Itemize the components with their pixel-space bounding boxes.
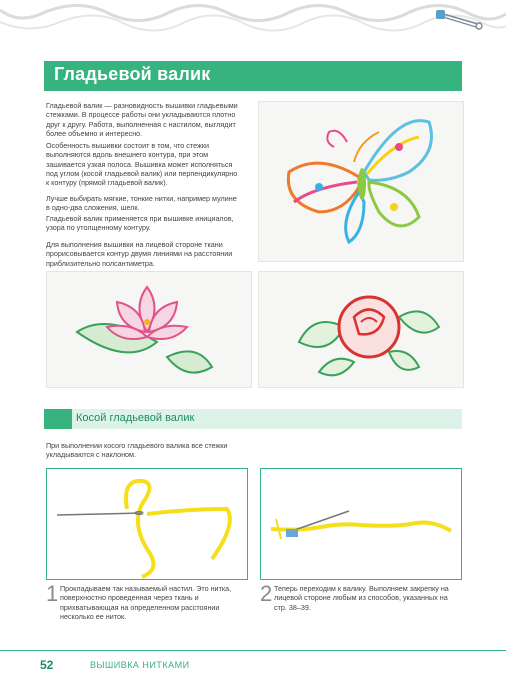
intro-paragraph-5: Для выполнения вышивки на лицевой стороне ткани прорисовывается контур двумя линиями на расстоянии приблизительно полсантиметра. xyxy=(46,240,233,268)
butterfly-icon xyxy=(259,102,463,261)
step-2-photo xyxy=(260,468,462,580)
top-decoration xyxy=(0,0,506,50)
subsection-header xyxy=(44,409,462,429)
subsection-title: Косой гладьевой валик xyxy=(76,412,195,424)
page-number: 52 xyxy=(40,658,54,672)
lotus-flower-icon xyxy=(47,272,251,387)
intro-paragraph-4: Гладьевой валик применяется при вышивке инициалов, узора по утолщенному контуру. xyxy=(46,214,234,233)
title-banner xyxy=(44,61,462,91)
step-2-text: Теперь переходим к валику. Выполняем закрепку на лицевой стороне любым из способов, указанных на стр. 38–39. xyxy=(274,584,449,612)
footer-divider xyxy=(0,650,506,651)
subsection-intro: При выполнении косого гладьевого валика все стежки укладываются с наклоном. xyxy=(46,441,228,460)
rose-embroidery-photo xyxy=(258,271,464,388)
step-1-text: Прокладываем так называемый настил. Это нитка, поверхностно проведенная через ткань и прихватывающая на определенном расстоянии несколько ее ниток. xyxy=(60,584,232,621)
subsection-accent xyxy=(44,409,72,429)
intro-paragraph-1: Гладьевой валик — разновидность вышивки гладьевыми стежками. В процессе работы они укладываются плотно друг к другу. Работа, выполненная с настилом, выглядит более объемно и интересно. xyxy=(46,101,238,138)
book-title: ВЫШИВКА НИТКАМИ xyxy=(90,660,190,670)
step-1-number: 1 xyxy=(46,581,59,606)
intro-paragraph-2: Особенность вышивки состоит в том, что стежки выполняются вдоль внешнего контура, при этом зашивается узкая полоса. Вышивка может исполняться под углом (косой гладьевой валик) или перпендикулярно к контуру (прямой гладьевой валик). xyxy=(46,141,238,188)
intro-paragraph-3: Лучше выбирать мягкие, тонкие нитки, например мулине в одно-два сложения, шелк. xyxy=(46,194,237,213)
step-1-photo xyxy=(46,468,248,580)
lotus-embroidery-photo xyxy=(46,271,252,388)
page-title: Гладьевой валик xyxy=(54,64,211,84)
butterfly-embroidery-photo xyxy=(258,101,464,262)
thread-stitch-icon xyxy=(261,469,461,579)
needle-thread-icon xyxy=(47,469,247,579)
step-2-number: 2 xyxy=(260,581,273,606)
rose-flower-icon xyxy=(259,272,463,387)
